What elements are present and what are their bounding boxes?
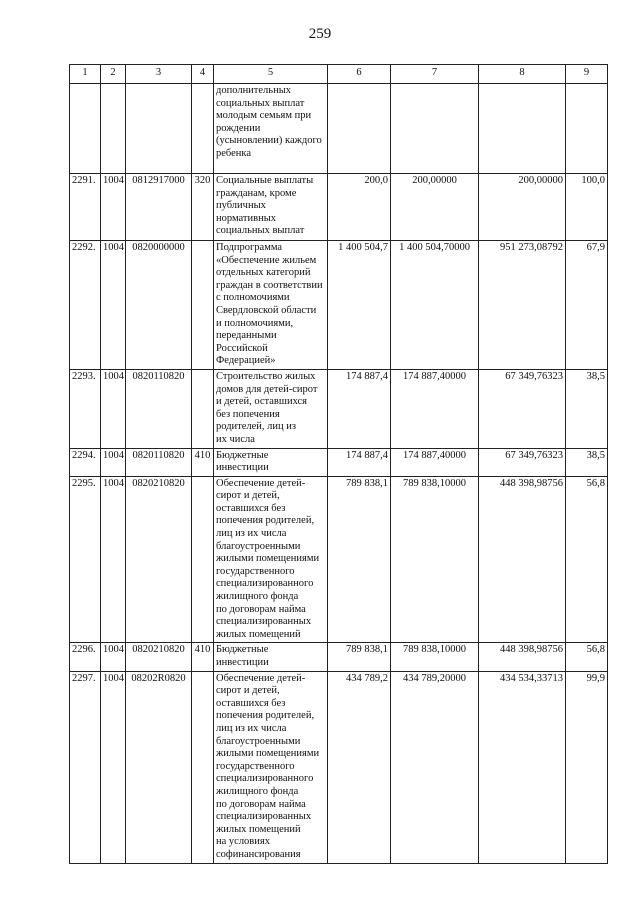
table-row [70, 241, 608, 370]
executed-amount: 951 273,08792 [479, 241, 566, 370]
plan-amount: 434 789,2 [328, 671, 391, 863]
section-code: 1004 [101, 476, 126, 643]
section-code: 1004 [101, 643, 126, 671]
target-code: 0820210820 [126, 476, 192, 643]
expense-type: 410 [192, 643, 214, 671]
execution-percent: 99,9 [566, 671, 608, 863]
table-row [70, 369, 608, 448]
expense-type [192, 671, 214, 863]
adjusted-amount: 789 838,10000 [391, 476, 479, 643]
execution-percent [566, 84, 608, 174]
budget-table [69, 64, 608, 864]
executed-amount: 67 349,76323 [479, 369, 566, 448]
table-row [70, 84, 608, 174]
section-code: 1004 [101, 241, 126, 370]
adjusted-amount: 200,00000 [391, 174, 479, 241]
section-code: 1004 [101, 369, 126, 448]
column-header: 6 [328, 65, 391, 84]
plan-amount: 200,0 [328, 174, 391, 241]
table-header-row [70, 65, 608, 84]
executed-amount: 200,00000 [479, 174, 566, 241]
execution-percent: 67,9 [566, 241, 608, 370]
row-number: 2294. [70, 448, 101, 476]
row-number [70, 84, 101, 174]
execution-percent: 56,8 [566, 643, 608, 671]
target-code: 08202R0820 [126, 671, 192, 863]
expense-type [192, 241, 214, 370]
execution-percent: 38,5 [566, 448, 608, 476]
adjusted-amount: 1 400 504,70000 [391, 241, 479, 370]
target-code: 0820210820 [126, 643, 192, 671]
row-number: 2296. [70, 643, 101, 671]
column-header: 9 [566, 65, 608, 84]
item-name: дополнительных социальных выплат молодым семьям при рождении (усыновлении) каждого ребенка [214, 84, 328, 174]
table-row [70, 448, 608, 476]
item-name: Обеспечение детей- сирот и детей, оставшихся без попечения родителей, лиц из их числа благоустроенными жилыми помещениями государственного специализированного жилищного фонда по договорам найма специализированных жилых помещений на условиях софинансирования [214, 671, 328, 863]
expense-type [192, 369, 214, 448]
row-number: 2291. [70, 174, 101, 241]
target-code [126, 84, 192, 174]
adjusted-amount [391, 84, 479, 174]
execution-percent: 100,0 [566, 174, 608, 241]
row-number: 2295. [70, 476, 101, 643]
section-code [101, 84, 126, 174]
target-code: 0820110820 [126, 369, 192, 448]
target-code: 0820110820 [126, 448, 192, 476]
column-header: 8 [479, 65, 566, 84]
adjusted-amount: 174 887,40000 [391, 369, 479, 448]
row-number: 2292. [70, 241, 101, 370]
page-number: 259 [308, 26, 332, 42]
table-row [70, 671, 608, 863]
column-header: 4 [192, 65, 214, 84]
table-row [70, 476, 608, 643]
column-header: 3 [126, 65, 192, 84]
section-code: 1004 [101, 671, 126, 863]
plan-amount: 789 838,1 [328, 476, 391, 643]
plan-amount: 174 887,4 [328, 448, 391, 476]
expense-type: 320 [192, 174, 214, 241]
column-header: 2 [101, 65, 126, 84]
plan-amount: 1 400 504,7 [328, 241, 391, 370]
row-number: 2297. [70, 671, 101, 863]
expense-type [192, 84, 214, 174]
column-header: 7 [391, 65, 479, 84]
executed-amount: 448 398,98756 [479, 643, 566, 671]
executed-amount: 448 398,98756 [479, 476, 566, 643]
plan-amount: 789 838,1 [328, 643, 391, 671]
target-code: 0812917000 [126, 174, 192, 241]
execution-percent: 56,8 [566, 476, 608, 643]
column-header: 1 [70, 65, 101, 84]
item-name: Бюджетные инвестиции [214, 448, 328, 476]
item-name: Подпрограмма «Обеспечение жильем отдельных категорий граждан в соответствии с полномочиями Свердловской области и полномочиями, переданными Российской Федерацией» [214, 241, 328, 370]
table-row [70, 643, 608, 671]
expense-type: 410 [192, 448, 214, 476]
executed-amount: 434 534,33713 [479, 671, 566, 863]
adjusted-amount: 174 887,40000 [391, 448, 479, 476]
table-row [70, 174, 608, 241]
execution-percent: 38,5 [566, 369, 608, 448]
item-name: Бюджетные инвестиции [214, 643, 328, 671]
executed-amount: 67 349,76323 [479, 448, 566, 476]
executed-amount [479, 84, 566, 174]
row-number: 2293. [70, 369, 101, 448]
column-header: 5 [214, 65, 328, 84]
item-name: Социальные выплаты гражданам, кроме публичных нормативных социальных выплат [214, 174, 328, 241]
item-name: Обеспечение детей- сирот и детей, оставшихся без попечения родителей, лиц из их числа благоустроенными жилыми помещениями государственного специализированного жилищного фонда по договорам найма специализированных жилых помещений [214, 476, 328, 643]
section-code: 1004 [101, 448, 126, 476]
adjusted-amount: 434 789,20000 [391, 671, 479, 863]
section-code: 1004 [101, 174, 126, 241]
plan-amount: 174 887,4 [328, 369, 391, 448]
target-code: 0820000000 [126, 241, 192, 370]
item-name: Строительство жилых домов для детей-сирот и детей, оставшихся без попечения родителей, лиц из их числа [214, 369, 328, 448]
plan-amount [328, 84, 391, 174]
adjusted-amount: 789 838,10000 [391, 643, 479, 671]
expense-type [192, 476, 214, 643]
